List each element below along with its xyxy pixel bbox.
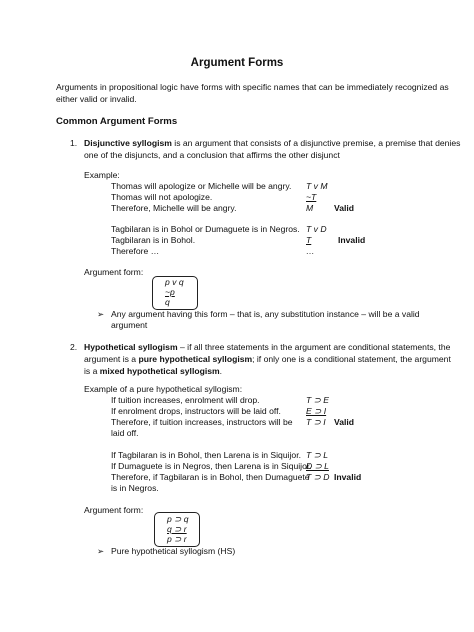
- ds-note-line-2: argument: [111, 320, 148, 330]
- intro-line-2: either valid or invalid.: [56, 94, 137, 104]
- hs-ex2-symbol-2: D ⊃ L: [306, 461, 329, 471]
- item-2-definition-line-3: is a mixed hypothetical syllogism.: [84, 366, 223, 376]
- hs-ex1-line-1: If tuition increases, enrolment will drop.: [111, 395, 260, 405]
- ds-ex1-line-1: Thomas will apologize or Michelle will be angry.: [111, 181, 292, 191]
- hs-ex2-line-4: is in Negros.: [111, 483, 159, 493]
- hs-ex1-line-2: If enrolment drops, instructors will be laid off.: [111, 406, 281, 416]
- item-1-number: 1.: [70, 138, 78, 148]
- item-1-example-label: Example:: [84, 170, 120, 180]
- ds-ex2-line-3: Therefore …: [111, 246, 160, 256]
- ds-ex2-verdict: Invalid: [338, 235, 366, 245]
- ds-ex1-symbol-2: ~T: [306, 192, 317, 202]
- hs-ex1-symbol-2: E ⊃ I: [306, 406, 327, 416]
- hs-ex2-line-1: If Tagbilaran is in Bohol, then Larena is in Siquijor.: [111, 450, 301, 460]
- item-1-def-text: is an argument that consists of a disjunctive premise, a premise that denies: [171, 138, 461, 148]
- ds-ex2-symbol-3: …: [306, 246, 315, 256]
- ds-ex1-verdict: Valid: [334, 203, 355, 213]
- hs-ex2-symbol-1: T ⊃ L: [306, 450, 329, 460]
- hs-note: Pure hypothetical syllogism (HS): [111, 546, 236, 556]
- hs-form-line-1: p ⊃ q: [167, 514, 189, 524]
- mixed-hs-term: mixed hypothetical syllogism: [99, 366, 220, 376]
- hs-ex1-line-4: laid off.: [111, 428, 139, 438]
- ds-ex2-line-1: Tagbilaran is in Bohol or Dumaguete is in Negros.: [111, 224, 300, 234]
- ds-ex1-line-3: Therefore, Michelle will be angry.: [111, 203, 237, 213]
- ds-ex1-symbol-1: T v M: [306, 181, 328, 191]
- hs-ex2-line-3: Therefore, if Tagbilaran is in Bohol, then Dumaguete: [111, 472, 310, 482]
- hs-form-line-2: q ⊃ r: [167, 524, 187, 534]
- ds-form-label: Argument form:: [84, 267, 144, 277]
- ds-ex2-symbol-2: T: [306, 235, 312, 245]
- ds-note-bullet-icon: ➢: [97, 309, 105, 319]
- pure-hs-term: pure hypothetical syllogism: [138, 354, 253, 364]
- hs-ex1-verdict: Valid: [334, 417, 355, 427]
- ds-form-line-2: ~p: [165, 287, 175, 297]
- section-heading: Common Argument Forms: [56, 116, 178, 127]
- item-2-number: 2.: [70, 342, 78, 352]
- item-2-example-label: Example of a pure hypothetical syllogism:: [84, 384, 243, 394]
- ds-form-line-1: p v q: [165, 277, 184, 287]
- hs-form-line-3: p ⊃ r: [167, 534, 187, 544]
- hs-ex1-line-3: Therefore, if tuition increases, instructors will be: [111, 417, 293, 427]
- item-2-definition-line-2: argument is a pure hypothetical syllogism; if only one is a conditional statement, the argument: [84, 354, 451, 364]
- hs-note-bullet-icon: ➢: [97, 546, 105, 556]
- item-2-term: Hypothetical syllogism: [84, 342, 178, 352]
- ds-ex1-symbol-3: M: [306, 203, 314, 213]
- ds-note-line-1: Any argument having this form – that is, any substitution instance – will be a valid: [111, 309, 420, 319]
- intro-line-1: Arguments in propositional logic have forms with specific names that can be immediately recognized as: [56, 82, 449, 92]
- hs-ex2-verdict: Invalid: [334, 472, 362, 482]
- page-title: Argument Forms: [190, 57, 284, 69]
- item-2-definition-line-1: Hypothetical syllogism – if all three statements in the argument are conditional statements, the: [84, 342, 451, 352]
- ds-ex2-symbol-1: T v D: [306, 224, 327, 234]
- item-1-definition-line-1: [84, 138, 460, 148]
- item-1-definition-line-2: one of the disjuncts, and a conclusion that affirms the other disjunct: [84, 150, 340, 160]
- hs-ex1-symbol-1: T ⊃ E: [306, 395, 329, 405]
- hs-form-label: Argument form:: [84, 505, 144, 515]
- ds-ex1-line-2: Thomas will not apologize.: [111, 192, 213, 202]
- ds-ex2-line-2: Tagbilaran is in Bohol.: [111, 235, 196, 245]
- ds-form-line-3: q: [165, 297, 170, 307]
- hs-ex2-symbol-3: T ⊃ D: [306, 472, 330, 482]
- hs-ex1-symbol-3: T ⊃ I: [306, 417, 326, 427]
- hs-ex2-line-2: If Dumaguete is in Negros, then Larena is in Siquijor.: [111, 461, 312, 471]
- item-1-term: Disjunctive syllogism: [84, 138, 172, 148]
